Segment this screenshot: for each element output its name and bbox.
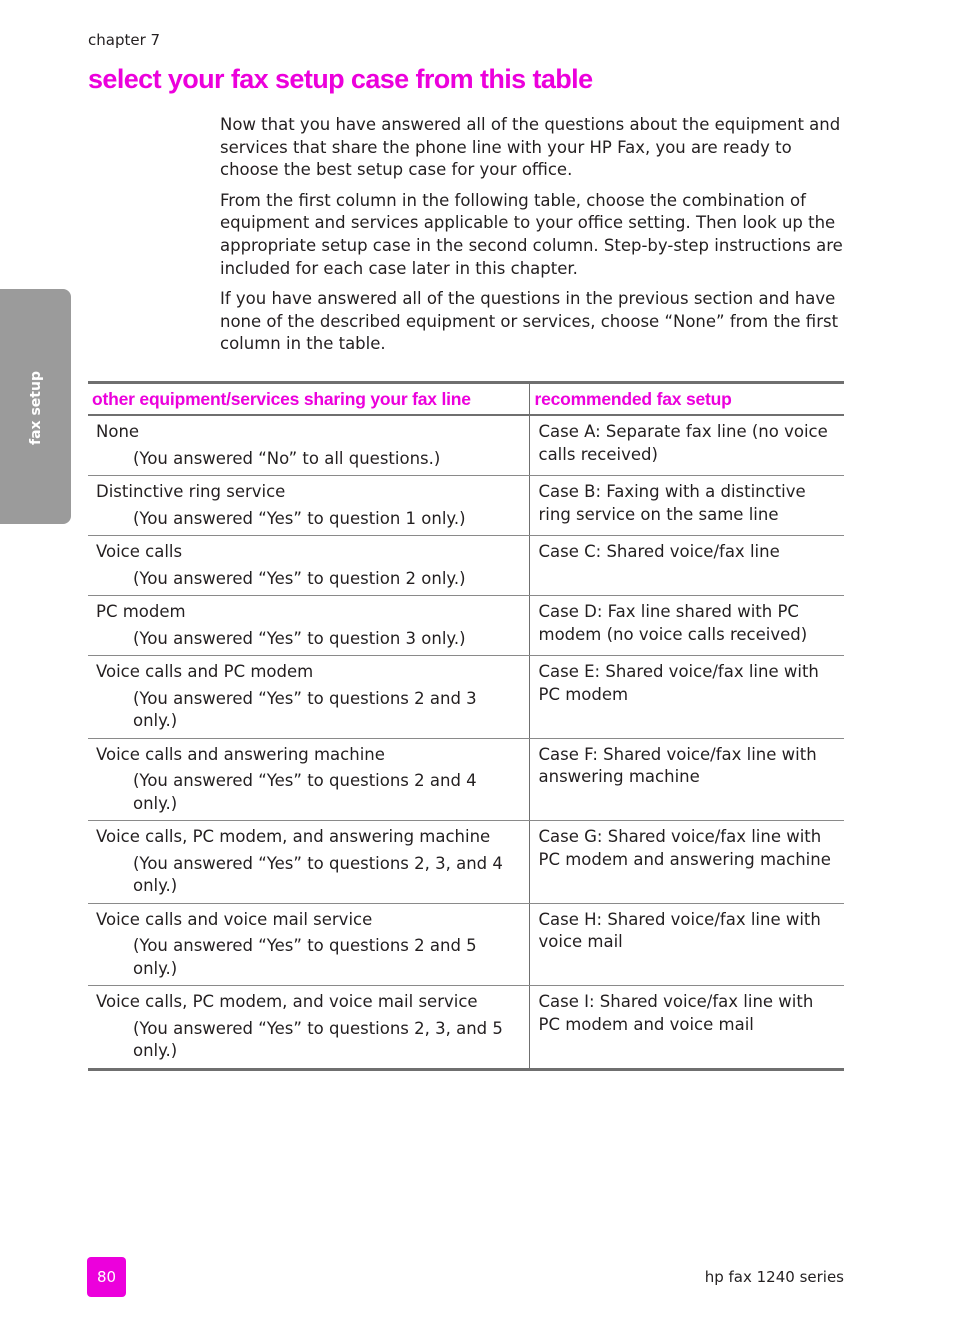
table-row (88, 415, 844, 476)
table-row (88, 738, 844, 821)
equipment-cell (88, 821, 529, 904)
answer-note: (You answered “Yes” to questions 2, 3, and 5 only.) (133, 1018, 503, 1060)
intro-paragraph: Now that you have answered all of the questions about the equipment and services that share the phone line with your HP Fax, you are ready to choose the best setup case for your office. (220, 115, 841, 180)
equipment-name: Voice calls and voice mail service (96, 909, 373, 929)
table-row (88, 596, 844, 656)
table-row (88, 536, 844, 596)
setup-case-cell: Case H: Shared voice/fax line with voice mail (529, 903, 844, 986)
column-header-setup: recommended fax setup (529, 383, 844, 416)
intro-paragraph: If you have answered all of the questions in the previous section and have none of the described equipment or services, choose “None” from the first column in the table. (220, 289, 839, 354)
fax-setup-table (88, 381, 844, 1071)
equipment-name: Voice calls, PC modem, and voice mail service (96, 992, 478, 1011)
equipment-cell (88, 536, 529, 596)
equipment-name: Distinctive ring service (96, 482, 286, 501)
setup-case-cell: Case A: Separate fax line (no voice calls received) (529, 415, 844, 476)
intro-text (220, 114, 845, 364)
equipment-name: Voice calls (96, 542, 183, 561)
equipment-name: Voice calls and PC modem (96, 662, 314, 681)
equipment-cell (88, 903, 529, 986)
equipment-name: Voice calls and answering machine (96, 744, 385, 764)
answer-note: (You answered “Yes” to questions 2, 3, and 4 only.) (133, 853, 503, 895)
table-row (88, 476, 844, 536)
answer-note: (You answered “Yes” to questions 2 and 5 only.) (133, 936, 477, 978)
answer-note: (You answered “Yes” to questions 2 and 4 only.) (133, 771, 477, 813)
column-header-equipment: other equipment/services sharing your fax line (88, 383, 529, 416)
setup-case-cell: Case I: Shared voice/fax line with PC modem and voice mail (529, 986, 844, 1070)
answer-note: (You answered “No” to all questions.) (133, 448, 441, 468)
equipment-cell (88, 738, 529, 821)
table-row (88, 986, 844, 1070)
page-number-badge: 80 (87, 1257, 126, 1297)
equipment-cell (88, 596, 529, 656)
table-row (88, 821, 844, 904)
equipment-cell (88, 415, 529, 476)
setup-case-cell: Case G: Shared voice/fax line with PC modem and answering machine (529, 821, 844, 904)
table-header-row (88, 383, 844, 416)
answer-note: (You answered “Yes” to question 3 only.) (133, 628, 466, 648)
footer-product-name: hp fax 1240 series (704, 1268, 844, 1286)
answer-note: (You answered “Yes” to question 2 only.) (133, 568, 466, 588)
side-tab-label: fax setup (28, 371, 44, 445)
table-row (88, 903, 844, 986)
equipment-name: PC modem (96, 602, 186, 621)
equipment-name: Voice calls, PC modem, and answering machine (96, 827, 491, 846)
setup-case-cell: Case C: Shared voice/fax line (529, 536, 844, 596)
intro-paragraph: From the first column in the following table, choose the combination of equipment and services applicable to your office setting. Then look up the appropriate setup case in the second column. Step-by-step instructions are included for each case later in this chapter. (220, 190, 843, 278)
chapter-label: chapter 7 (88, 31, 161, 49)
setup-case-cell: Case D: Fax line shared with PC modem (no voice calls received) (529, 596, 844, 656)
equipment-cell (88, 656, 529, 739)
setup-case-cell: Case F: Shared voice/fax line with answering machine (529, 738, 844, 821)
table-row (88, 656, 844, 739)
equipment-cell (88, 476, 529, 536)
equipment-name: None (96, 422, 140, 441)
equipment-cell (88, 986, 529, 1070)
answer-note: (You answered “Yes” to question 1 only.) (133, 508, 466, 528)
setup-case-cell: Case B: Faxing with a distinctive ring service on the same line (529, 476, 844, 536)
answer-note: (You answered “Yes” to questions 2 and 3 only.) (133, 688, 477, 730)
setup-case-cell: Case E: Shared voice/fax line with PC modem (529, 656, 844, 739)
page-title: select your fax setup case from this table (88, 64, 593, 94)
